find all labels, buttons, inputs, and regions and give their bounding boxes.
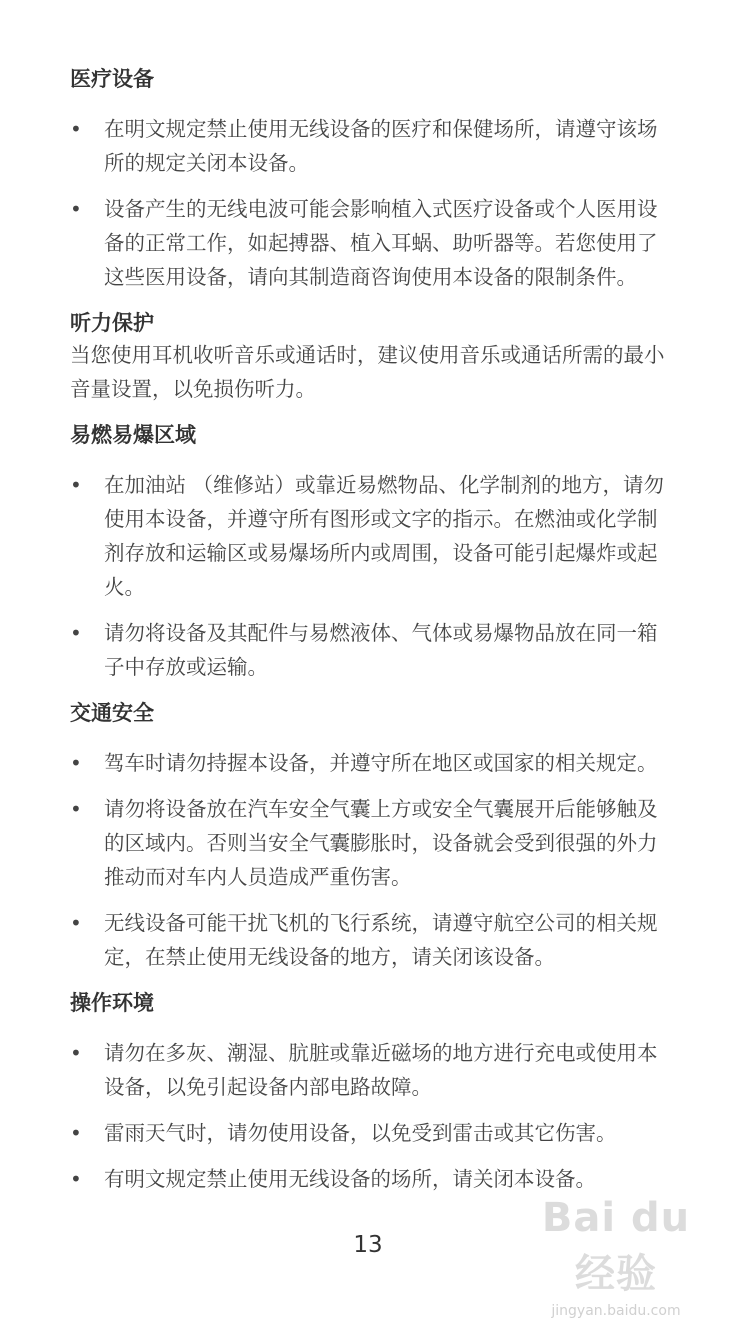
bullet-icon: • <box>70 621 82 645</box>
list-item-text: 请勿将设备放在汽车安全气囊上方或安全气囊展开后能够触及的区域内。否则当安全气囊膨胀时，设备就会受到很强的外力推动而对车内人员造成严重伤害。 <box>104 797 658 889</box>
section-title: 交通安全 <box>70 701 154 725</box>
section-traffic-safety <box>70 696 670 974</box>
section-medical-devices <box>70 62 670 294</box>
list-item <box>70 746 670 780</box>
section-explosive-areas <box>70 418 670 684</box>
list-item <box>70 112 670 180</box>
document-page <box>70 62 670 1208</box>
list-item <box>70 792 670 894</box>
bullet-icon: • <box>70 911 82 935</box>
list-item <box>70 1116 670 1150</box>
paragraph-text: 当您使用耳机收听音乐或通话时，建议使用音乐或通话所需的最小音量设置，以免损伤听力。 <box>70 343 665 401</box>
list-item-text: 设备产生的无线电波可能会影响植入式医疗设备或个人医用设备的正常工作，如起搏器、植入耳蜗、助听器等。若您使用了这些医用设备，请向其制造商咨询使用本设备的限制条件。 <box>104 197 658 289</box>
list-item-text: 雷雨天气时，请勿使用设备，以免受到雷击或其它伤害。 <box>104 1121 617 1145</box>
page-number: 13 <box>353 1232 383 1258</box>
section-title: 操作环境 <box>70 991 154 1015</box>
list-item-text: 无线设备可能干扰飞机的飞行系统，请遵守航空公司的相关规定，在禁止使用无线设备的地方，请关闭该设备。 <box>104 911 658 969</box>
section-hearing-protection <box>70 306 670 406</box>
watermark-logo-text: Bai du 经验 <box>541 1195 691 1297</box>
list-item <box>70 1036 670 1104</box>
bullet-icon: • <box>70 797 82 821</box>
list-item-text: 驾车时请勿持握本设备，并遵守所在地区或国家的相关规定。 <box>104 751 658 775</box>
list-item-text: 请勿在多灰、潮湿、肮脏或靠近磁场的地方进行充电或使用本设备，以免引起设备内部电路故障。 <box>104 1041 658 1099</box>
bullet-list <box>70 746 670 974</box>
bullet-list <box>70 468 670 684</box>
list-item-text: 在加油站 （维修站）或靠近易燃物品、化学制剂的地方，请勿使用本设备，并遵守所有图形或文字的指示。在燃油或化学制剂存放和运输区或易爆场所内或周围，设备可能引起爆炸或起火。 <box>104 473 665 599</box>
list-item-text: 在明文规定禁止使用无线设备的医疗和保健场所，请遵守该场所的规定关闭本设备。 <box>104 117 658 175</box>
baidu-jingyan-watermark <box>516 1190 716 1319</box>
list-item-text: 有明文规定禁止使用无线设备的场所，请关闭本设备。 <box>104 1167 596 1191</box>
bullet-icon: • <box>70 197 82 221</box>
bullet-icon: • <box>70 1121 82 1145</box>
bullet-list <box>70 112 670 294</box>
bullet-list <box>70 1036 670 1196</box>
bullet-icon: • <box>70 1041 82 1065</box>
section-title: 听力保护 <box>70 311 154 335</box>
bullet-icon: • <box>70 751 82 775</box>
list-item-text: 请勿将设备及其配件与易燃液体、气体或易爆物品放在同一箱子中存放或运输。 <box>104 621 658 679</box>
bullet-icon: • <box>70 1167 82 1191</box>
section-title: 医疗设备 <box>70 67 154 91</box>
list-item <box>70 906 670 974</box>
watermark-url: jingyan.baidu.com <box>551 1303 681 1319</box>
list-item <box>70 616 670 684</box>
list-item <box>70 468 670 604</box>
bullet-icon: • <box>70 473 82 497</box>
section-title: 易燃易爆区域 <box>70 423 196 447</box>
list-item <box>70 192 670 294</box>
section-operating-environment <box>70 986 670 1196</box>
bullet-icon: • <box>70 117 82 141</box>
